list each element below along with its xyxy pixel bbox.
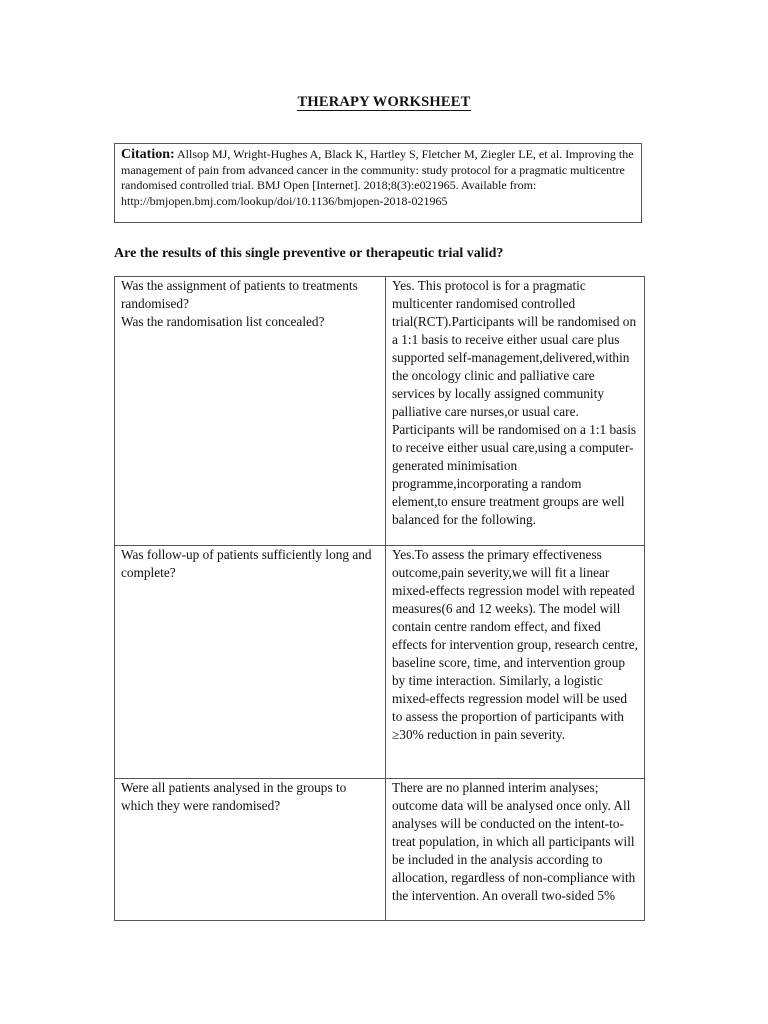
- table-row: [115, 779, 645, 921]
- page-title-text: THERAPY WORKSHEET: [297, 94, 471, 110]
- section-question: Are the results of this single preventive or therapeutic trial valid?: [114, 246, 504, 261]
- answer-cell: [386, 779, 645, 921]
- answer-text: There are no planned interim analyses; outcome data will be analysed once only. All analyses will be conducted on the intent-to-treat population, in which all participants will be included in the analysis according to allocation, regardless of non-compliance with the intervention. An overall two-sided 5%: [392, 780, 636, 903]
- worksheet-table: [114, 276, 645, 921]
- table-row: [115, 546, 645, 779]
- question-text: Were all patients analysed in the groups to which they were randomised?: [121, 780, 347, 813]
- citation-text: Allsop MJ, Wright-Hughes A, Black K, Hartley S, Fletcher M, Ziegler LE, et al. Improving the management of pain from advanced cancer in the community: study protocol for a pragmatic multicentre randomised controlled trial. BMJ Open [Internet]. 2018;8(3):e021965. Available from: http://bmjopen.bmj.com/lookup/doi/10.1136/bmjopen-2018-021965: [121, 147, 634, 208]
- question-cell: [115, 277, 386, 546]
- answer-text: Yes.To assess the primary effectiveness outcome,pain severity,we will fit a linear mixed-effects regression model with repeated measures(6 and 12 weeks). The model will contain centre random effect, and fixed effects for intervention group, research centre, baseline score, time, and intervention group by time interaction. Similarly, a logistic mixed-effects regression model will be used to assess the proportion of participants with ≥30% reduction in pain severity.: [392, 547, 638, 742]
- answer-cell: [386, 277, 645, 546]
- question-text: Was the assignment of patients to treatments randomised? Was the randomisation list concealed?: [121, 278, 358, 329]
- question-cell: [115, 779, 386, 921]
- question-cell: [115, 546, 386, 779]
- table-row: [115, 277, 645, 546]
- citation-label: Citation:: [121, 147, 175, 162]
- answer-text: Yes. This protocol is for a pragmatic multicenter randomised controlled trial(RCT).Participants will be randomised on a 1:1 basis to receive either usual care plus supported self-management,delivered,within the oncology clinic and palliative care services by locally assigned community palliative care nurses,or usual care. Participants will be randomised on a 1:1 basis to receive either usual care,using a computer-generated minimisation programme,incorporating a random element,to ensure treatment groups are well balanced for the following.: [392, 278, 637, 527]
- citation-box: [114, 143, 642, 223]
- answer-cell: [386, 546, 645, 779]
- question-text: Was follow-up of patients sufficiently long and complete?: [121, 547, 372, 580]
- page-title: [0, 94, 768, 111]
